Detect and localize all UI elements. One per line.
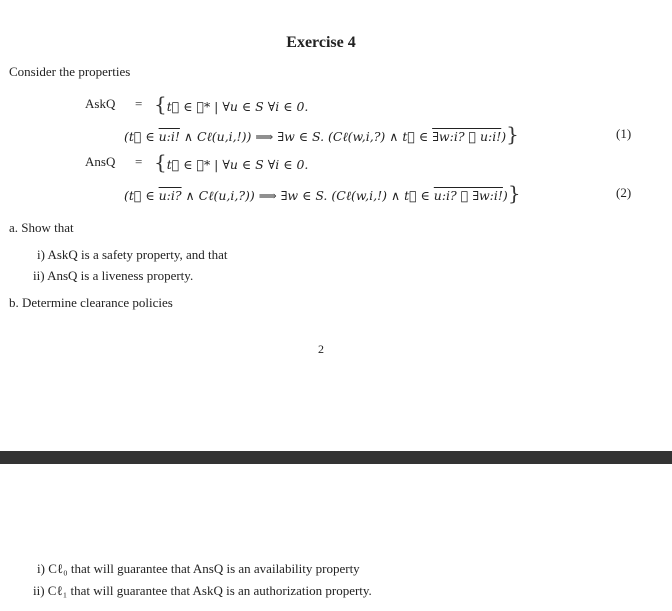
part-b-item-i: i) Cℓ₀ that will guarantee that AnsQ is an availability property (37, 561, 360, 576)
askq-cond-c: ∧ Cℓ(u,i,!)) ⟹ ∃w ∈ S. (Cℓ(w,i,?) ∧ t⃗ ∈ (179, 129, 433, 144)
ansq-cond-d: u:i? ≺ ∃w:i! (433, 188, 503, 203)
part-a-item-ii: ii) AnsQ is a liveness property. (33, 268, 194, 283)
askq-cond-e: ) (501, 129, 507, 144)
open-brace: { (154, 150, 167, 174)
open-brace: { (154, 92, 167, 116)
askq-cond-b: u:i! (158, 129, 180, 144)
askq-equals: = (135, 96, 143, 111)
askq-condition (124, 122, 519, 146)
askq-cond-d: ∃w:i? ≺ u:i! (432, 129, 502, 144)
ansq-label: AnsQ (85, 154, 116, 169)
ansq-equals: = (135, 154, 143, 169)
intro-text: Consider the properties (9, 64, 131, 79)
equation-number-1: (1) (616, 126, 632, 141)
close-brace: } (506, 122, 519, 146)
ansq-cond-b: u:i? (158, 188, 182, 203)
page-number: 2 (318, 342, 324, 356)
askq-cond-a: (t⃗ ∈ (124, 129, 159, 144)
equation-number-2: (2) (616, 185, 632, 200)
part-b-item-ii: ii) Cℓ₁ that will guarantee that AskQ is an authorization property. (33, 583, 372, 598)
ansq-condition (124, 181, 521, 205)
part-a-heading: a. Show that (9, 220, 74, 235)
ansq-cond-e: ) (502, 188, 508, 203)
page-divider (0, 451, 672, 464)
askq-label: AskQ (85, 96, 116, 111)
ansq-cond-c: ∧ Cℓ(u,i,?)) ⟹ ∃w ∈ S. (Cℓ(w,i,!) ∧ t⃗ ∈ (181, 188, 434, 203)
part-b-heading: b. Determine clearance policies (9, 295, 173, 310)
ansq-set-prefix: t⃗ ∈ ℰ* | ∀u ∈ S ∀i ∈ 0. (166, 157, 309, 172)
ansq-cond-a: (t⃗ ∈ (124, 188, 159, 203)
askq-set-header (154, 92, 308, 116)
ansq-set-header (154, 150, 308, 174)
part-a-item-i: i) AskQ is a safety property, and that (37, 247, 228, 262)
askq-set-prefix: t⃗ ∈ ℰ* | ∀u ∈ S ∀i ∈ 0. (166, 99, 309, 114)
close-brace: } (507, 181, 521, 205)
exercise-title: Exercise 4 (286, 34, 356, 51)
